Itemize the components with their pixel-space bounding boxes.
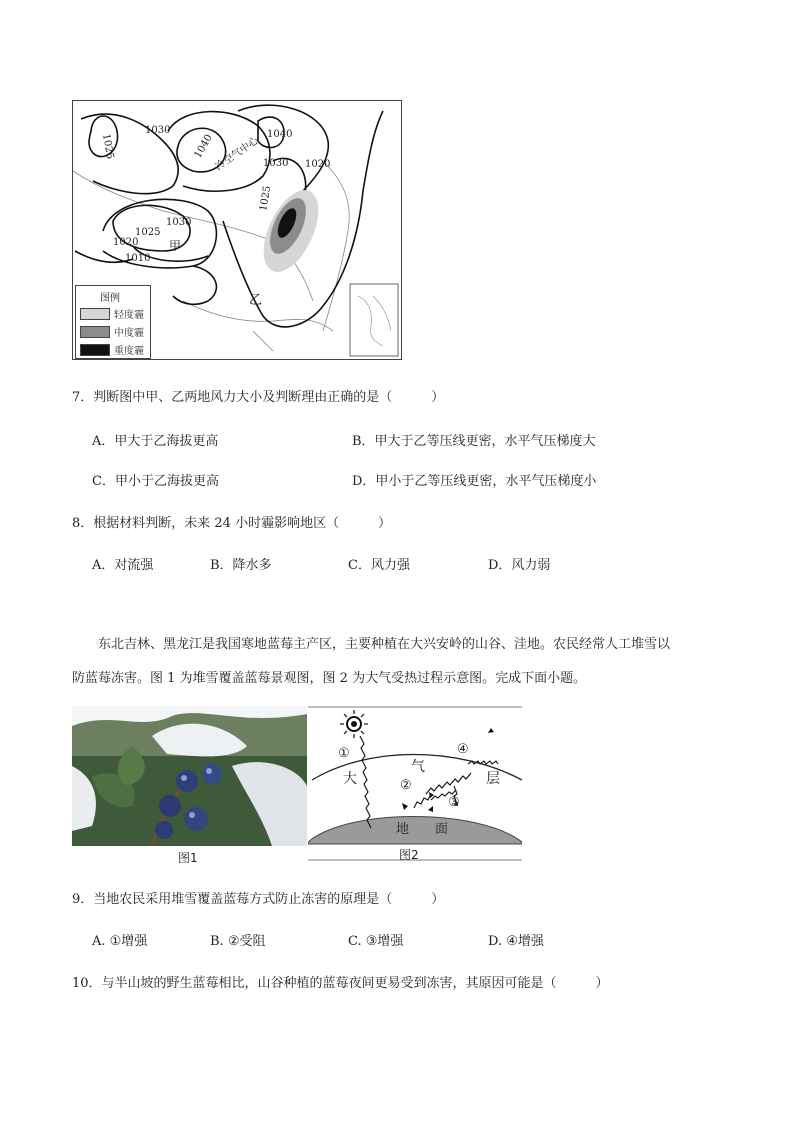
contour-label: 1025 — [258, 185, 274, 212]
legend-item — [80, 306, 144, 321]
isobar-haze-map — [72, 100, 402, 360]
contour-label: 1010 — [125, 253, 151, 264]
q7-option-a[interactable]: A．甲大于乙海拔更高 — [92, 434, 219, 449]
label-ceng: 层 — [486, 771, 500, 787]
passage-line-2: 防蓝莓冻害。图 1 为堆雪覆盖蓝莓景观图，图 2 为大气受热过程示意图。完成下面小题。 — [72, 671, 587, 686]
sun-icon — [340, 710, 368, 738]
legend-label: 重度霾 — [114, 346, 144, 357]
contour-label: 1030 — [166, 217, 192, 228]
q9-option-b[interactable]: B. ②受阻 — [210, 934, 266, 949]
blueberry-snow-image — [72, 706, 307, 846]
contour-label: 1040 — [192, 132, 215, 161]
figure-1-blueberry-photo — [72, 706, 307, 846]
passage — [72, 628, 732, 696]
contour-label: 1030 — [263, 158, 289, 169]
label-1: ① — [338, 746, 350, 761]
legend-label: 中度霾 — [114, 328, 144, 339]
figure-1-caption: 图1 — [178, 851, 198, 865]
passage-line-1: 东北吉林、黑龙江是我国寒地蓝莓主产区，主要种植在大兴安岭的山谷、洼地。农民经常人工堆雪以 — [98, 637, 671, 652]
q8-option-b[interactable]: B．降水多 — [210, 558, 272, 573]
legend-swatch — [80, 326, 110, 338]
contour-label: 1020 — [113, 237, 139, 248]
contour-label: 1020 — [305, 159, 331, 170]
label-da: 大 — [343, 771, 357, 787]
q9-option-d[interactable]: D. ④增强 — [488, 934, 544, 949]
figure-2-atmosphere-diagram — [308, 706, 522, 861]
legend-swatch — [80, 344, 110, 356]
q8-option-a[interactable]: A．对流强 — [92, 558, 154, 573]
q8-option-d[interactable]: D．风力弱 — [488, 558, 551, 573]
legend-title: 图例 — [100, 293, 120, 304]
contour-label: 1030 — [145, 125, 171, 136]
map-legend — [75, 285, 151, 359]
label-4: ④ — [457, 742, 469, 757]
legend-item — [80, 324, 144, 339]
legend-item — [80, 342, 144, 357]
label-ground: 地 面 — [396, 822, 449, 837]
figure-2-caption: 图2 — [399, 848, 419, 862]
legend-swatch — [80, 308, 110, 320]
place-label-jia: 甲 — [169, 239, 182, 253]
question-8-stem: 8．根据材料判断，未来 24 小时霾影响地区（ ） — [72, 516, 392, 531]
legend-label: 轻度霾 — [114, 310, 144, 321]
q7-option-d[interactable]: D．甲小于乙等压线更密，水平气压梯度小 — [352, 474, 597, 489]
label-2: ② — [400, 778, 412, 793]
contour-label: 1040 — [267, 129, 293, 140]
q9-option-a[interactable]: A. ①增强 — [92, 934, 148, 949]
q8-option-c[interactable]: C．风力强 — [348, 558, 410, 573]
question-7-stem: 7．判断图中甲、乙两地风力大小及判断理由正确的是（ ） — [72, 390, 445, 405]
question-9-stem: 9．当地农民采用堆雪覆盖蓝莓方式防止冻害的原理是（ ） — [72, 892, 445, 907]
label-qi: 气 — [411, 759, 425, 775]
cold-air-center-label: 冷空气中心 — [213, 135, 261, 173]
question-10-stem: 10．与半山坡的野生蓝莓相比，山谷种植的蓝莓夜间更易受到冻害，其原因可能是（ ） — [72, 976, 609, 991]
label-3: ③ — [448, 795, 460, 810]
q7-option-b[interactable]: B．甲大于乙等压线更密，水平气压梯度大 — [352, 434, 596, 449]
contour-label: 1025 — [135, 227, 161, 238]
place-label-yi: 乙 — [249, 293, 263, 308]
q9-option-c[interactable]: C. ③增强 — [348, 934, 404, 949]
q7-option-c[interactable]: C．甲小于乙海拔更高 — [92, 474, 219, 489]
contour-label: 1025 — [100, 133, 116, 160]
